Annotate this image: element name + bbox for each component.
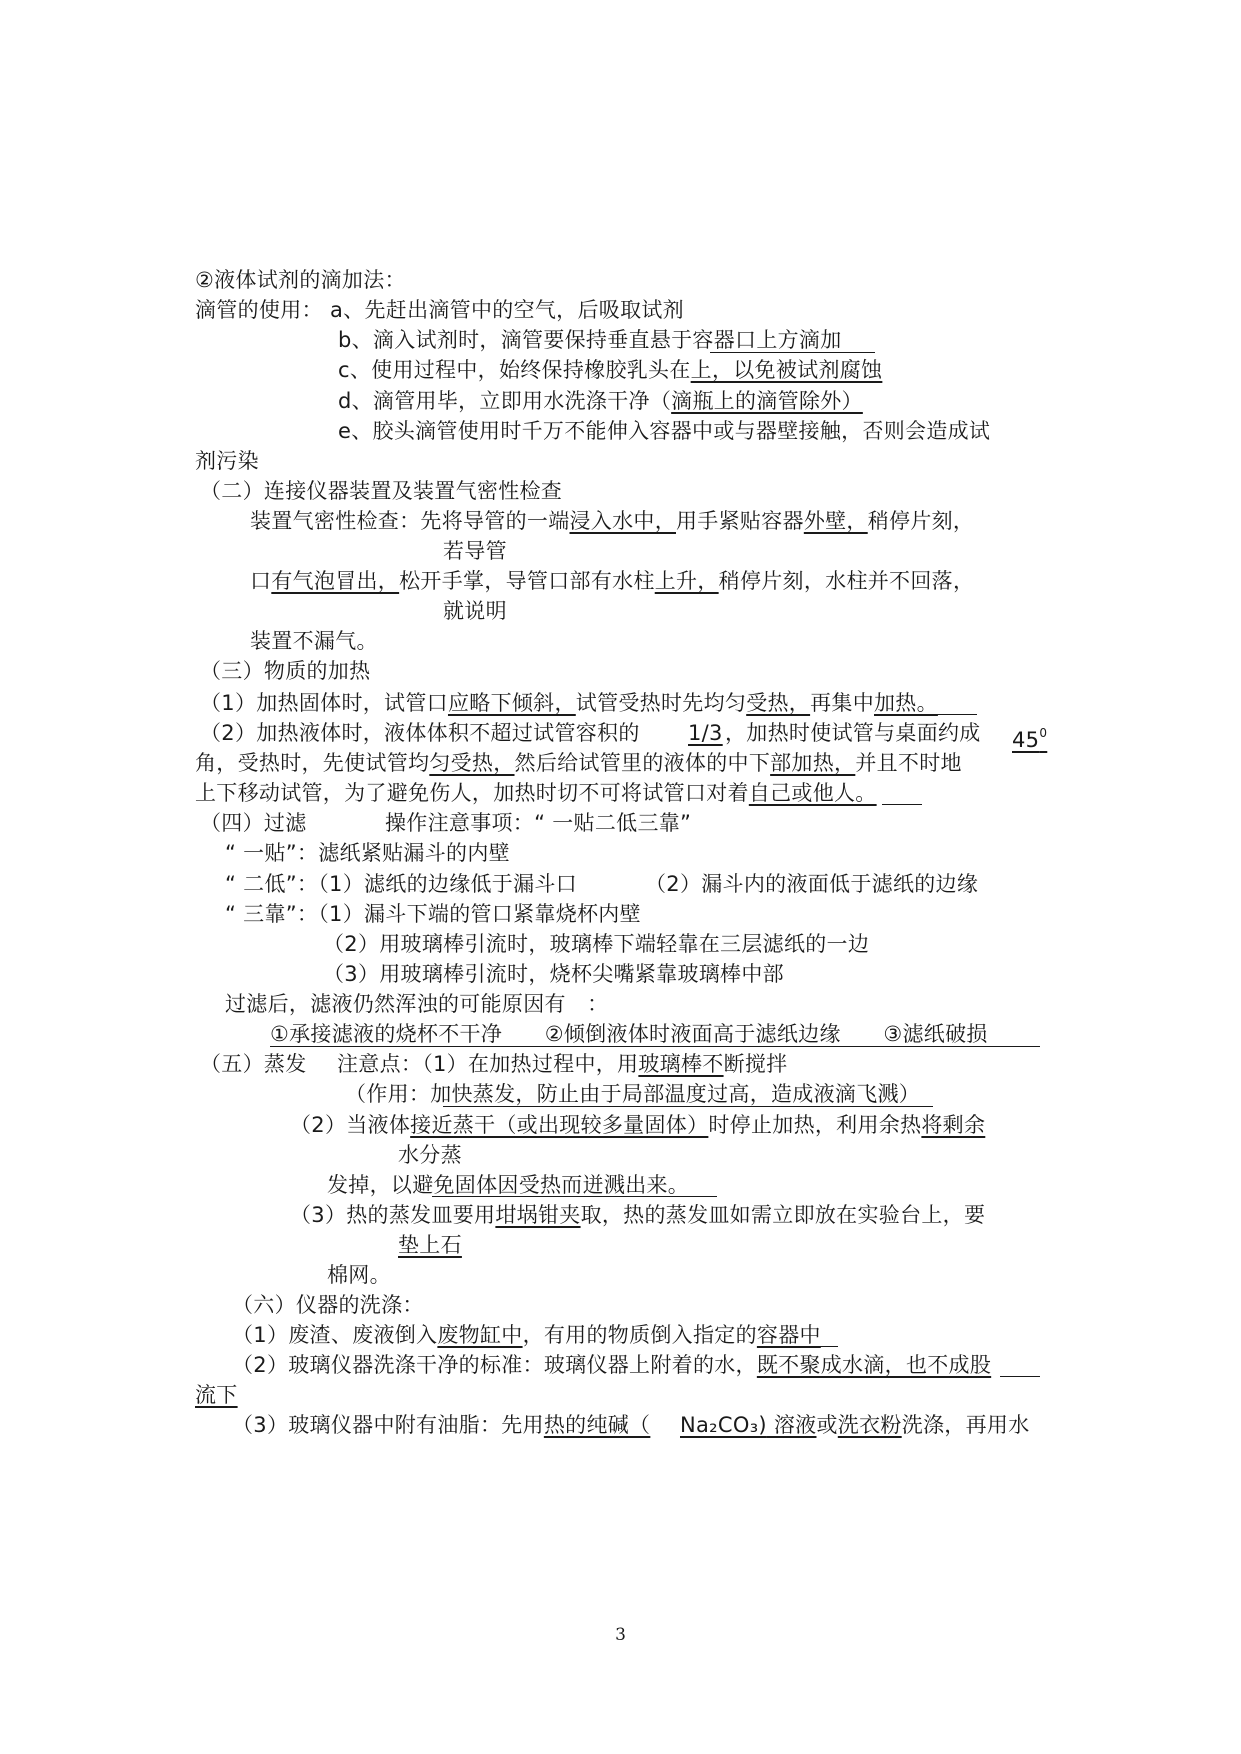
airtight-line-3: 装置不漏气。 (250, 629, 378, 653)
heading-section-5: （五）蒸发 (200, 1052, 307, 1076)
filter-san-kao-1: “ 三靠”：（1）漏斗下端的管口紧靠烧杯内壁 (225, 902, 641, 926)
washing-point-3-formula: Na₂CO₃) 溶液或洗衣粉洗涤，再用水 (680, 1413, 1030, 1437)
filter-turbid-reasons: ①承接滤液的烧杯不干净 ②倾倒液体时液面高于滤纸边缘 ③滤纸破损 (270, 1022, 988, 1046)
heading-section-3: （三）物质的加热 (200, 659, 371, 683)
airtight-line-2: 口有气泡冒出，松开手掌，导管口部有水柱上升，稍停片刻，水柱并不回落， (250, 569, 975, 593)
heading-section-2: （二）连接仪器装置及装置气密性检查 (200, 479, 563, 503)
dropper-step-d: d、滴管用毕，立即用水洗涤干净（滴瓶上的滴管除外） (338, 389, 863, 413)
filter-er-di-1: “ 二低”：（1）滤纸的边缘低于漏斗口 (225, 872, 577, 896)
dropper-step-b: b、滴入试剂时，滴管要保持垂直悬于容器口上方滴加 (338, 328, 842, 352)
heading-liquid-dropping: ②液体试剂的滴加法： (195, 268, 406, 292)
page-number: 3 (615, 1625, 626, 1645)
filter-san-kao-2: （2）用玻璃棒引流时，玻璃棒下端轻靠在三层滤纸的一边 (323, 932, 870, 956)
fill-line (820, 1346, 838, 1347)
filter-san-kao-3: （3）用玻璃棒引流时，烧杯尖嘴紧靠玻璃棒中部 (323, 962, 784, 986)
evaporate-point-1-note: （作用：加快蒸发，防止由于局部温度过高，造成液滴飞溅） (345, 1082, 921, 1106)
dropper-step-a: a、先赶出滴管中的空气，后吸取试剂 (330, 298, 684, 322)
heating-liquid-line-2: 角，受热时，先使试管均匀受热，然后给试管里的液体的中下部加热，并且不时地 (195, 751, 962, 775)
dropper-step-e-cont: 剂污染 (195, 449, 259, 473)
washing-point-3: （3）玻璃仪器中附有油脂：先用热的纯碱（ (232, 1413, 651, 1437)
filter-turbid-question: 过滤后，滤液仍然浑浊的可能原因有 ： (225, 992, 609, 1016)
heating-liquid-line-3: 上下移动试管，为了避免伤人，加热时切不可将试管口对着自己或他人。 (195, 781, 877, 805)
evaporate-point-2: （2）当液体接近蒸干（或出现较多量固体）时停止加热，利用余热将剩余 (290, 1113, 986, 1137)
airtight-line-2b: 就说明 (443, 599, 507, 623)
answer-underline (443, 1106, 933, 1107)
washing-point-2-cont: 流下 (195, 1383, 238, 1407)
volume-fraction: 1/3 (688, 721, 723, 745)
fill-line (1000, 1376, 1040, 1377)
airtight-line-1b: 若导管 (443, 539, 507, 563)
dropper-step-c: c、使用过程中，始终保持橡胶乳头在上，以免被试剂腐蚀 (338, 358, 883, 382)
washing-point-1: （1）废渣、废液倒入废物缸中，有用的物质倒入指定的容器中 (232, 1323, 821, 1347)
fill-line (935, 714, 977, 715)
angle-value: $45^0$ (1012, 726, 1048, 752)
fill-line (710, 352, 875, 353)
evaporate-point-3-cont: 垫上石 (398, 1233, 462, 1257)
evaporate-point-2-cont: 水分蒸 (398, 1143, 462, 1167)
filter-yi-tie: “ 一贴”：滤纸紧贴漏斗的内壁 (225, 841, 510, 865)
heating-solid: （1）加热固体时，试管口应略下倾斜，试管受热时先均匀受热，再集中加热。 (200, 691, 938, 715)
filter-er-di-2: （2）漏斗内的液面低于滤纸的边缘 (645, 872, 979, 896)
evaporate-point-2-end: 发掉，以避免固体因受热而迸溅出来。 (327, 1173, 690, 1197)
airtight-line-1: 装置气密性检查：先将导管的一端浸入水中，用手紧贴容器外壁，稍停片刻， (250, 509, 975, 533)
heading-section-6: （六）仪器的洗涤： (232, 1293, 424, 1317)
heating-liquid-line-1: （2）加热液体时，液体体积不超过试管容积的 (200, 721, 640, 745)
washing-point-2: （2）玻璃仪器洗涤干净的标准：玻璃仪器上附着的水，既不聚成水滴，也不成股 (232, 1353, 992, 1377)
answer-underline (432, 1196, 717, 1197)
evaporate-point-3: （3）热的蒸发皿要用坩埚钳夹取，热的蒸发皿如需立即放在实验台上，要 (290, 1203, 986, 1227)
heading-section-4: （四）过滤 (200, 811, 307, 835)
dropper-step-e: e、胶头滴管使用时千万不能伸入容器中或与器壁接触，否则会造成试 (338, 419, 991, 443)
evaporate-point-1: 注意点：（1）在加热过程中，用玻璃棒不断搅拌 (337, 1052, 788, 1076)
evaporate-point-3-end: 棉网。 (327, 1263, 391, 1287)
dropper-label: 滴管的使用： (195, 298, 323, 322)
answer-underline (270, 1046, 1040, 1047)
fill-line (882, 804, 922, 805)
filter-rule-note: 操作注意事项：“ 一贴二低三靠” (385, 811, 692, 835)
heating-liquid-line-1b: ，加热时使试管与桌面约成 (725, 721, 981, 745)
